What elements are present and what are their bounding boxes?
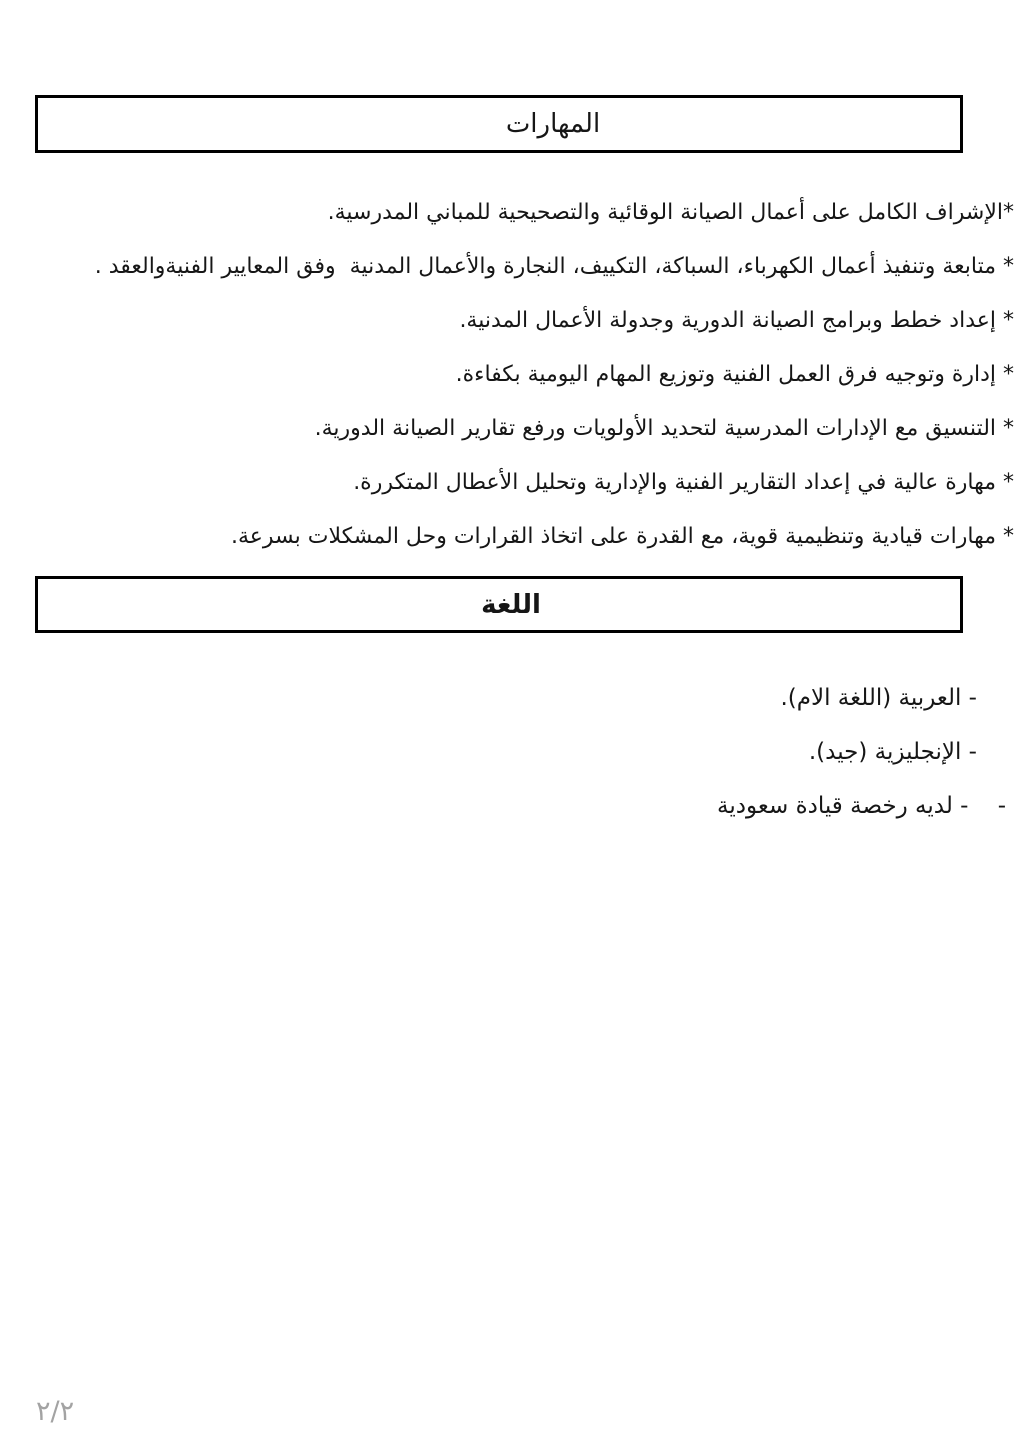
skills-section-title: المهارات (505, 109, 601, 139)
skill-item: *الإشراف الكامل على أعمال الصيانة الوقائية والتصحيحية للمباني المدرسية. (327, 200, 1014, 225)
skill-item: * التنسيق مع الإدارات المدرسية لتحديد الأولويات ورفع تقارير الصيانة الدورية. (314, 416, 1014, 441)
skill-item: * مهارات قيادية وتنظيمية قوية، مع القدرة على اتخاذ القرارات وحل المشكلات بسرعة. (231, 524, 1014, 549)
skill-item: * إدارة وتوجيه فرق العمل الفنية وتوزيع المهام اليومية بكفاءة. (455, 362, 1014, 387)
language-section-title: اللغة (481, 589, 541, 620)
page-number: ٢/٢ (36, 1396, 75, 1427)
language-section-header (35, 576, 963, 633)
language-item: - - لديه رخصة قيادة سعودية (717, 793, 1006, 819)
skill-item: * إعداد خطط وبرامج الصيانة الدورية وجدولة الأعمال المدنية. (459, 308, 1014, 333)
language-item: - الإنجليزية (جيد). (808, 739, 977, 765)
language-item: - العربية (اللغة الام). (780, 685, 977, 711)
language-list (10, 671, 1014, 833)
skills-section-header (35, 95, 963, 153)
skills-list (10, 186, 1014, 564)
skill-item: * متابعة وتنفيذ أعمال الكهرباء، السباكة، التكييف، النجارة والأعمال المدنية وفق المعايير الفنيةوالعقد . (94, 254, 1014, 279)
skill-item: * مهارة عالية في إعداد التقارير الفنية والإدارية وتحليل الأعطال المتكررة. (353, 470, 1014, 495)
